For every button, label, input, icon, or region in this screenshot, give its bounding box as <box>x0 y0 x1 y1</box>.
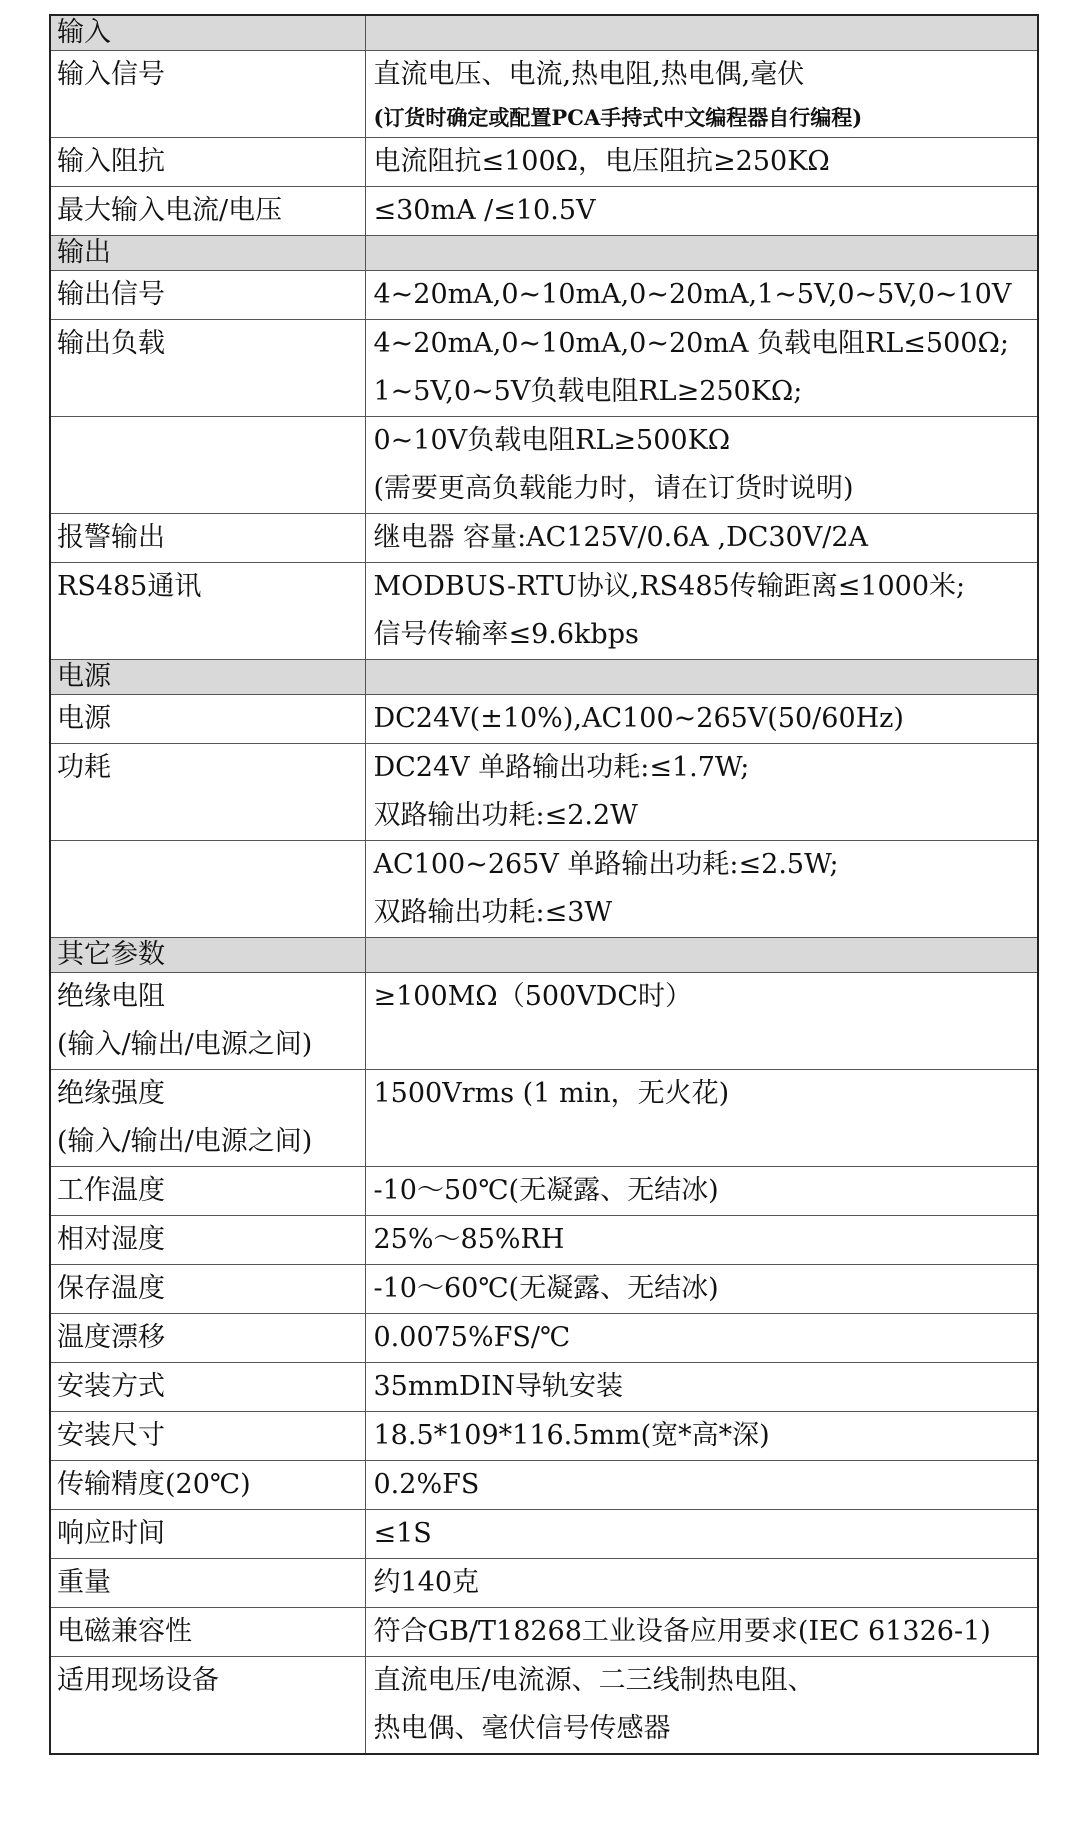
row-label-line: 相对湿度 <box>57 1224 165 1255</box>
row-value-line: -10～60℃(无凝露、无结冰) <box>373 1273 719 1304</box>
row-label <box>50 841 365 938</box>
row-value <box>365 1314 1038 1363</box>
table-row <box>50 563 1038 660</box>
row-value-line: 18.5*109*116.5mm(宽*高*深) <box>373 1420 770 1451</box>
row-label <box>50 1608 365 1657</box>
row-value-line: -10～50℃(无凝露、无结冰) <box>373 1175 719 1206</box>
row-label <box>50 514 365 563</box>
row-label-line: 传输精度(20℃) <box>57 1469 251 1500</box>
row-label-line: 最大输入电流/电压 <box>57 195 283 226</box>
section-header-blank <box>365 938 1038 973</box>
row-label <box>50 271 365 320</box>
row-label <box>50 1510 365 1559</box>
row-label-line: 输出信号 <box>57 279 165 310</box>
row-label-line: 安装方式 <box>57 1371 165 1402</box>
row-value-line: ≤30mA /≤10.5V <box>373 195 596 226</box>
row-value-line: 继电器 容量:AC125V/0.6A ,DC30V/2A <box>373 522 869 553</box>
row-value-line: (需要更高负载能力时，请在订货时说明) <box>373 473 854 504</box>
row-label-line: 温度漂移 <box>57 1322 165 1353</box>
row-label <box>50 1216 365 1265</box>
row-label-line: 重量 <box>57 1567 111 1598</box>
row-label <box>50 320 365 417</box>
table-row <box>50 1412 1038 1461</box>
row-value-line: ≤1S <box>373 1518 432 1549</box>
table-row <box>50 1314 1038 1363</box>
row-value-line: 双路输出功耗:≤3W <box>373 897 613 928</box>
row-value <box>365 1657 1038 1755</box>
row-value <box>365 1461 1038 1510</box>
row-value-line: 热电偶、毫伏信号传感器 <box>373 1713 671 1744</box>
row-label <box>50 1657 365 1755</box>
row-value <box>365 1608 1038 1657</box>
row-label <box>50 744 365 841</box>
table-row <box>50 417 1038 514</box>
table-row <box>50 1167 1038 1216</box>
row-label-line: 输入信号 <box>57 59 165 90</box>
row-value <box>365 563 1038 660</box>
section-header-blank <box>365 15 1038 51</box>
section-title: 电源 <box>50 660 365 695</box>
table-row <box>50 1363 1038 1412</box>
table-row <box>50 320 1038 417</box>
row-value <box>365 138 1038 187</box>
row-value-line: 4~20mA,0~10mA,0~20mA 负载电阻RL≤500Ω; <box>373 328 1009 359</box>
row-label-line: 输出负载 <box>57 328 165 359</box>
section-header-row <box>50 236 1038 271</box>
row-label-line: 响应时间 <box>57 1518 165 1549</box>
row-value-line: AC100~265V 单路输出功耗:≤2.5W; <box>373 849 839 880</box>
row-value <box>365 514 1038 563</box>
row-value-line: 35mmDIN导轨安装 <box>373 1371 623 1402</box>
row-label-line: 功耗 <box>57 752 111 783</box>
row-label <box>50 1265 365 1314</box>
row-value <box>365 1363 1038 1412</box>
row-label-line: 绝缘电阻 <box>57 981 165 1012</box>
table-row <box>50 187 1038 236</box>
row-value <box>365 1510 1038 1559</box>
row-value-line: 约140克 <box>373 1567 480 1598</box>
row-value <box>365 51 1038 138</box>
row-label <box>50 417 365 514</box>
row-label-line: 工作温度 <box>57 1175 165 1206</box>
row-value-line: 1~5V,0~5V负载电阻RL≥250KΩ; <box>373 376 803 407</box>
row-value-line: 4~20mA,0~10mA,0~20mA,1~5V,0~5V,0~10V <box>373 279 1012 310</box>
row-value <box>365 417 1038 514</box>
row-label <box>50 138 365 187</box>
row-value <box>365 1070 1038 1167</box>
row-value <box>365 1559 1038 1608</box>
table-row <box>50 1510 1038 1559</box>
row-value-line: ≥100MΩ（500VDC时） <box>373 981 693 1012</box>
table-row <box>50 271 1038 320</box>
table-row <box>50 1265 1038 1314</box>
row-value-line: DC24V(±10%),AC100~265V(50/60Hz) <box>373 703 904 734</box>
row-value-line: 直流电压/电流源、二三线制热电阻、 <box>373 1665 815 1696</box>
row-value-line: MODBUS-RTU协议,RS485传输距离≤1000米; <box>373 571 966 602</box>
row-value-line: 1500Vrms (1 min，无火花) <box>373 1078 730 1109</box>
table-row <box>50 841 1038 938</box>
row-value-line: 双路输出功耗:≤2.2W <box>373 800 638 831</box>
row-label <box>50 695 365 744</box>
row-label-line: (输入/输出/电源之间) <box>57 1126 313 1157</box>
row-label-line: 电磁兼容性 <box>57 1616 192 1647</box>
spec-table-body <box>50 15 1038 1754</box>
row-value-line: 符合GB/T18268工业设备应用要求(IEC 61326-1) <box>373 1616 991 1647</box>
row-label-line: 保存温度 <box>57 1273 165 1304</box>
table-row <box>50 1608 1038 1657</box>
table-row <box>50 744 1038 841</box>
row-value <box>365 1167 1038 1216</box>
row-label <box>50 1363 365 1412</box>
table-row <box>50 1657 1038 1755</box>
row-label <box>50 1070 365 1167</box>
spec-table <box>49 14 1039 1755</box>
row-label-line: 绝缘强度 <box>57 1078 165 1109</box>
row-label-line: 适用现场设备 <box>57 1665 219 1696</box>
row-value-line: 直流电压、电流,热电阻,热电偶,毫伏 <box>373 59 805 90</box>
section-header-row <box>50 660 1038 695</box>
row-value-line: 0~10V负载电阻RL≥500KΩ <box>373 425 731 456</box>
section-header-blank <box>365 660 1038 695</box>
row-label-line: 输入阻抗 <box>57 146 165 177</box>
table-row <box>50 1461 1038 1510</box>
row-value <box>365 187 1038 236</box>
section-title: 输出 <box>50 236 365 271</box>
row-value <box>365 271 1038 320</box>
row-value <box>365 1412 1038 1461</box>
row-label <box>50 1559 365 1608</box>
row-value-line: DC24V 单路输出功耗:≤1.7W; <box>373 752 750 783</box>
row-value <box>365 973 1038 1070</box>
table-row <box>50 695 1038 744</box>
row-label <box>50 51 365 138</box>
row-value-line: 25%～85%RH <box>373 1224 565 1255</box>
section-header-row <box>50 15 1038 51</box>
row-value <box>365 695 1038 744</box>
row-label-line: 电源 <box>57 703 111 734</box>
row-label <box>50 563 365 660</box>
row-label <box>50 187 365 236</box>
row-label <box>50 973 365 1070</box>
section-title: 其它参数 <box>50 938 365 973</box>
row-label <box>50 1412 365 1461</box>
table-row <box>50 1559 1038 1608</box>
table-row <box>50 1070 1038 1167</box>
row-value-line: 信号传输率≤9.6kbps <box>373 619 639 650</box>
table-row <box>50 973 1038 1070</box>
row-value-line: 电流阻抗≤100Ω，电压阻抗≥250KΩ <box>373 146 830 177</box>
row-label-line: 安装尺寸 <box>57 1420 165 1451</box>
table-row <box>50 138 1038 187</box>
section-title: 输入 <box>50 15 365 51</box>
row-label-line: RS485通讯 <box>57 571 202 602</box>
table-row <box>50 51 1038 138</box>
row-label <box>50 1314 365 1363</box>
row-value <box>365 841 1038 938</box>
row-label-line: (输入/输出/电源之间) <box>57 1029 313 1060</box>
table-row <box>50 514 1038 563</box>
section-header-blank <box>365 236 1038 271</box>
row-value <box>365 744 1038 841</box>
row-value-note: (订货时确定或配置PCA手持式中文编程器自行编程) <box>373 105 863 130</box>
row-value <box>365 1216 1038 1265</box>
row-value-line: 0.2%FS <box>373 1469 480 1500</box>
row-value-line: 0.0075%FS/℃ <box>373 1322 571 1353</box>
row-label-line: 报警输出 <box>57 522 165 553</box>
table-row <box>50 1216 1038 1265</box>
section-header-row <box>50 938 1038 973</box>
row-value <box>365 1265 1038 1314</box>
row-label <box>50 1461 365 1510</box>
row-value <box>365 320 1038 417</box>
row-label <box>50 1167 365 1216</box>
